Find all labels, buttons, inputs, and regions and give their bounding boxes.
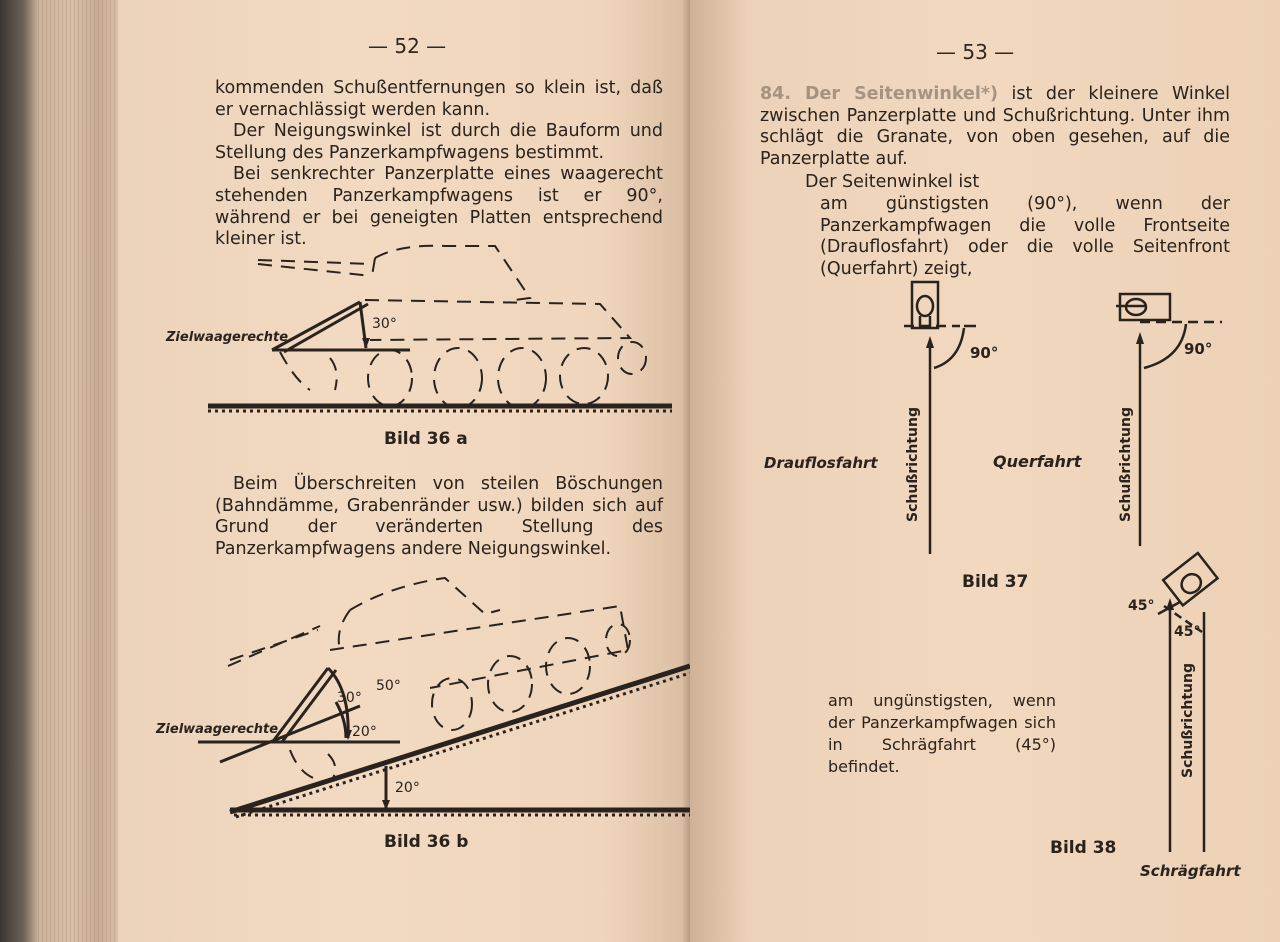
- figure-38-direction: Schußrichtung: [1180, 662, 1196, 778]
- figure-36a-caption: Bild 36 a: [384, 429, 468, 449]
- figure-36b-horizon-label: Zielwaagerechte: [156, 722, 279, 737]
- figure-38-angle-inner: 45°: [1174, 624, 1201, 640]
- figure-37-angle-left: 90°: [970, 344, 999, 362]
- right-paragraph-2: Der Seitenwinkel ist: [805, 172, 980, 192]
- figure-36b-diagram: [150, 570, 690, 830]
- figure-37-label-right: Querfahrt: [993, 452, 1082, 471]
- figure-37-angle-right: 90°: [1184, 340, 1213, 358]
- left-paragraph-3: Bei senkrechter Panzerplatte eines waagerecht stehenden Panzerkampfwagens ist er 90°, während er bei geneigten Platten entsprechend kleiner ist.: [215, 164, 663, 250]
- left-paragraph-b: Beim Überschreiten von steilen Böschungen (Bahndämme, Grabenränder usw.) bilden sich auf Grund der veränderten Stellung des Panzerkampfwagens andere Neigungswinkel.: [215, 474, 663, 559]
- figure-36b-angle-20-slope: 20°: [395, 780, 420, 796]
- section-heading: 84. Der Seitenwinkel*): [760, 84, 999, 104]
- figure-36b-angle-30: 30°: [337, 690, 362, 706]
- figure-38-angle-outer: 45°: [1128, 598, 1155, 614]
- figure-36a-angle-label: 30°: [372, 316, 397, 332]
- right-paragraph-1-text: ist der kleinere Winkel zwischen Panzerplatte und Schußrichtung. Unter ihm schlägt die Granate, von oben gesehen, auf die Panzerplatte auf.: [760, 84, 1230, 169]
- figure-36b-caption: Bild 36 b: [384, 832, 469, 852]
- figure-37-label-left: Drauflosfahrt: [764, 454, 878, 472]
- figure-37-caption: Bild 37: [962, 572, 1029, 592]
- left-text-block: [215, 78, 663, 251]
- left-page-number: — 52 —: [368, 34, 447, 58]
- figure-36a-horizon-label: Zielwaagerechte: [166, 330, 289, 345]
- figure-37-direction-left: Schußrichtung: [905, 406, 921, 522]
- figure-36b-angle-20-inner: 20°: [352, 724, 377, 740]
- figure-36b-angle-50: 50°: [376, 678, 401, 694]
- right-page-number: — 53 —: [936, 40, 1015, 64]
- figure-38-caption: Bild 38: [1050, 838, 1117, 858]
- figure-37-direction-right: Schußrichtung: [1118, 406, 1134, 522]
- figure-37-diagram: [900, 278, 1230, 558]
- left-paragraph-2: Der Neigungswinkel ist durch die Bauform und Stellung des Panzerkampfwagens bestimmt.: [215, 121, 663, 163]
- right-paragraph-1: [760, 84, 1230, 170]
- page-stack-edge: [0, 0, 130, 942]
- left-paragraph-1: kommenden Schußentfernungen so klein ist, daß er vernachlässigt werden kann.: [215, 78, 663, 120]
- right-paragraph-4: am ungünstigsten, wenn der Panzerkampfwagen sich in Schrägfahrt (45°) befindet.: [828, 691, 1056, 776]
- right-paragraph-3: am günstigsten (90°), wenn der Panzerkampfwagen die volle Frontseite (Drauflosfahrt) oder die volle Seitenfront (Querfahrt) zeigt,: [820, 194, 1230, 279]
- figure-38-label: Schrägfahrt: [1140, 862, 1241, 880]
